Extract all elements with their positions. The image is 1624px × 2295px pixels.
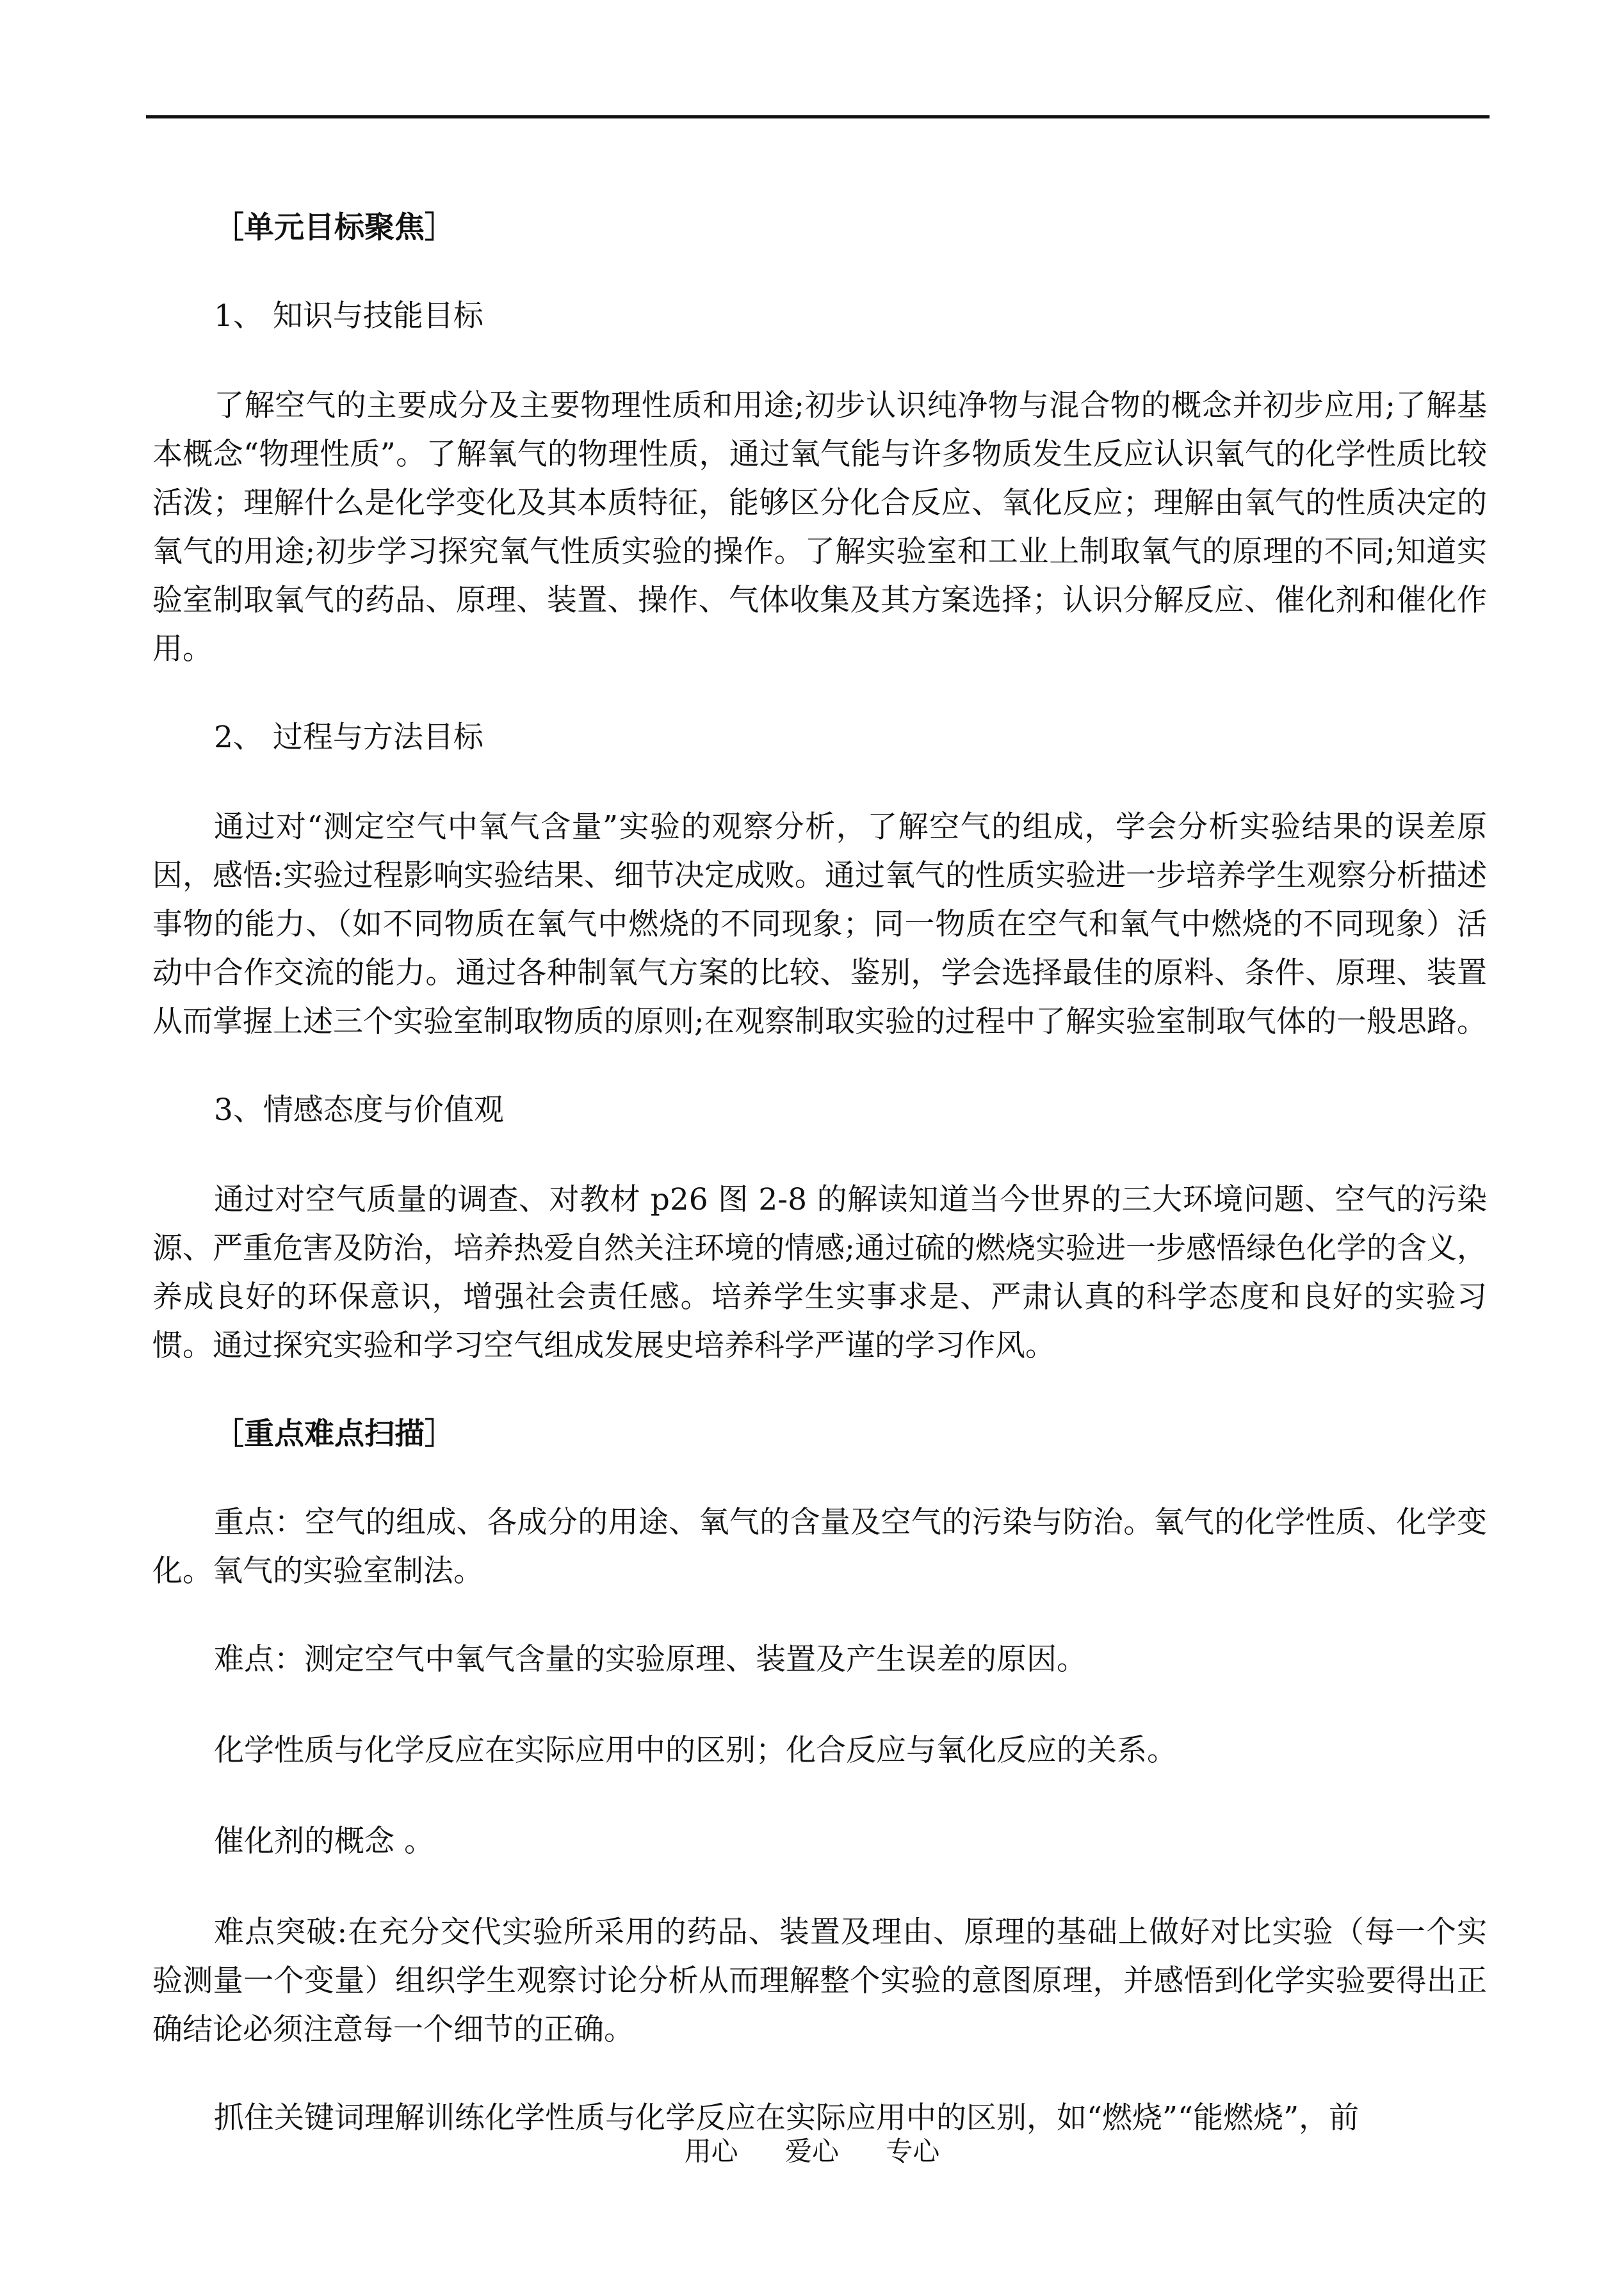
key-points-text: 重点：空气的组成、各成分的用途、氧气的含量及空气的污染与防治。氧气的化学性质、化学变化。氧气的实验室制法。 <box>152 1505 1487 1589</box>
goal-knowledge-title: 1、 知识与技能目标 <box>214 298 483 334</box>
page-footer <box>0 2134 1624 2169</box>
goal-process-title: 2、 过程与方法目标 <box>214 720 483 755</box>
footer-item: 爱心 <box>784 2136 839 2167</box>
difficulty-text-1: 难点：测定空气中氧气含量的实验原理、装置及产生误差的原因。 <box>214 1642 1087 1677</box>
keywords-text: 抓住关键词理解训练化学性质与化学反应在实际应用中的区别，如“燃烧”“能燃烧”，前 <box>214 2100 1360 2136</box>
difficulty-text-2: 化学性质与化学反应在实际应用中的区别；化合反应与氧化反应的关系。 <box>214 1733 1177 1768</box>
goal-process-text: 通过对“测定空气中氧气含量”实验的观察分析，了解空气的组成，学会分析实验结果的误差原因，感悟:实验过程影响实验结果、细节决定成败。通过氧气的性质实验进一步培养学生观察分析描述事物的能力、（如不同物质在氧气中燃烧的不同现象；同一物质在空气和氧气中燃烧的不同现象）活动中合作交流的能力。通过各种制氧气方案的比较、鉴别，学会选择最佳的原料、条件、原理、装置从而掌握上述三个实验室制取物质的原则;在观察制取实验的过程中了解实验室制取气体的一般思路。 <box>152 809 1487 1039</box>
breakthrough-text: 难点突破:在充分交代实验所采用的药品、装置及理由、原理的基础上做好对比实验（每一个实验测量一个变量）组织学生观察讨论分析从而理解整个实验的意图原理，并感悟到化学实验要得出正确结论必须注意每一个细节的正确。 <box>152 1915 1487 2047</box>
key-points-heading: ［重点难点扫描］ <box>214 1416 455 1452</box>
footer-item: 用心 <box>684 2136 738 2167</box>
footer-item: 专心 <box>886 2136 940 2167</box>
goal-attitude-text: 通过对空气质量的调查、对教材 p26 图 2-8 的解读知道当今世界的三大环境问题、空气的污染源、严重危害及防治，培养热爱自然关注环境的情感;通过硫的燃烧实验进一步感悟绿色化学的含义，养成良好的环保意识，增强社会责任感。培养学生实事求是、严肃认真的科学态度和良好的实验习惯。通过探究实验和学习空气组成发展史培养科学严谨的学习作风。 <box>152 1182 1487 1363</box>
unit-goals-heading: ［单元目标聚焦］ <box>214 210 455 245</box>
goal-attitude-title: 3、情感态度与价值观 <box>214 1092 504 1128</box>
goal-knowledge-text: 了解空气的主要成分及主要物理性质和用途;初步认识纯净物与混合物的概念并初步应用;了解基本概念“物理性质”。了解氧气的物理性质，通过氧气能与许多物质发生反应认识氧气的化学性质比较活泼；理解什么是化学变化及其本质特征，能够区分化合反应、氧化反应；理解由氧气的性质决定的氧气的用途;初步学习探究氧气性质实验的操作。了解实验室和工业上制取氧气的原理的不同;知道实验室制取氧气的药品、原理、装置、操作、气体收集及其方案选择；认识分解反应、催化剂和催化作用。 <box>152 388 1487 667</box>
document-body <box>152 204 1487 2182</box>
header-rule <box>146 115 1490 118</box>
difficulty-text-3: 催化剂的概念 。 <box>214 1824 434 1859</box>
